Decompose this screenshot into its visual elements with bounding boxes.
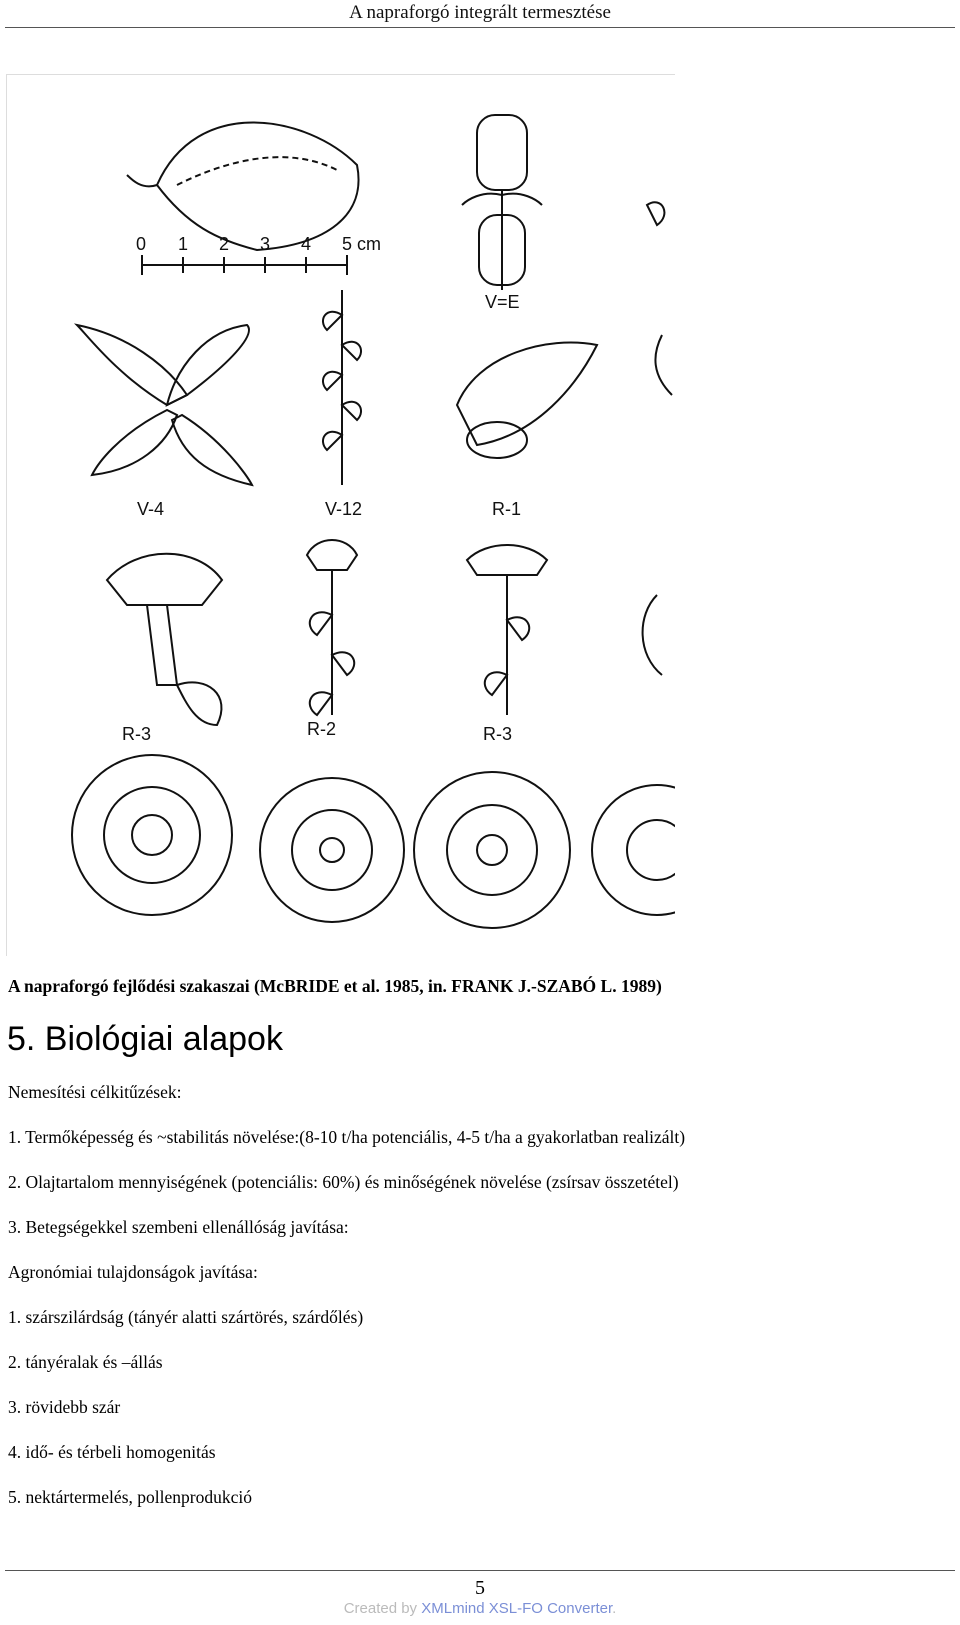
paragraph-breeding-goals-intro: Nemesítési célkitűzések: [8, 1082, 182, 1102]
scale-label-2: 2 [219, 234, 230, 254]
credit-prefix: Created by [343, 1600, 422, 1617]
paragraph-goal-2: 2. Olajtartalom mennyiségének (potenciális: 60%) és minőségének növelése (zsírsav összetétel) [8, 1172, 679, 1192]
section-heading: 5. Biológiai alapok [7, 1020, 283, 1058]
stage-label-r3-right: R-3 [483, 724, 513, 744]
stage-label-r2: R-2 [307, 719, 337, 739]
footer-divider [5, 1570, 955, 1571]
stage-label-r1: R-1 [492, 499, 522, 519]
seedling-drawing [462, 115, 542, 290]
paragraph-agronomic-4: 4. idő- és térbeli homogenitás [8, 1442, 216, 1462]
page-number: 5 [475, 1577, 485, 1599]
stage-label-v12: V-12 [325, 499, 363, 519]
growth-stages-figure [6, 74, 675, 956]
paragraph-agronomic-intro: Agronómiai tulajdonságok javítása: [8, 1262, 258, 1282]
paragraph-goal-1: 1. Termőképesség és ~stabilitás növelése:(8-10 t/ha potenciális, 4-5 t/ha a gyakorlatban realizált) [8, 1127, 686, 1147]
stage-label-r3-left: R-3 [122, 724, 152, 744]
converter-credit [0, 1600, 960, 1617]
edge-partial-drawings [643, 202, 672, 675]
scale-label-3: 3 [260, 234, 271, 254]
growth-stages-illustration [7, 75, 675, 956]
r3-side-plant-drawing [107, 554, 222, 725]
scale-label-1: 1 [178, 234, 189, 254]
r2-plant-drawing [307, 540, 357, 715]
paragraph-agronomic-3: 3. rövidebb szár [8, 1397, 121, 1417]
scale-bar [142, 255, 347, 275]
stage-label-ve: V=E [485, 292, 520, 312]
paragraph-agronomic-1: 1. szárszilárdság (tányér alatti szártörés, szárdőlés) [8, 1307, 364, 1327]
flower-heads-row [72, 755, 675, 928]
running-header: A napraforgó integrált termesztése [349, 2, 611, 23]
v12-plant-drawing [323, 290, 361, 485]
paragraph-goal-3: 3. Betegségekkel szembeni ellenállóság javítása: [8, 1217, 349, 1237]
header-divider [5, 27, 955, 28]
paragraph-agronomic-2: 2. tányéralak és –állás [8, 1352, 163, 1372]
stage-label-v4: V-4 [137, 499, 165, 519]
scale-label-4: 4 [301, 234, 312, 254]
r1-plant-drawing [457, 343, 597, 459]
credit-brand-link[interactable]: XMLmind XSL-FO Converter [421, 1600, 613, 1617]
leaf-drawing [127, 123, 359, 251]
paragraph-agronomic-5: 5. nektártermelés, pollenprodukció [8, 1487, 252, 1507]
credit-suffix: . [612, 1600, 617, 1617]
r3-plant-drawing [467, 545, 547, 715]
scale-label-0: 0 [136, 234, 147, 254]
figure-caption: A napraforgó fejlődési szakaszai (McBRIDE et al. 1985, in. FRANK J.-SZABÓ L. 1989) [8, 976, 662, 996]
v4-plant-drawing [77, 325, 252, 485]
scale-label-5cm: 5 cm [342, 234, 382, 254]
